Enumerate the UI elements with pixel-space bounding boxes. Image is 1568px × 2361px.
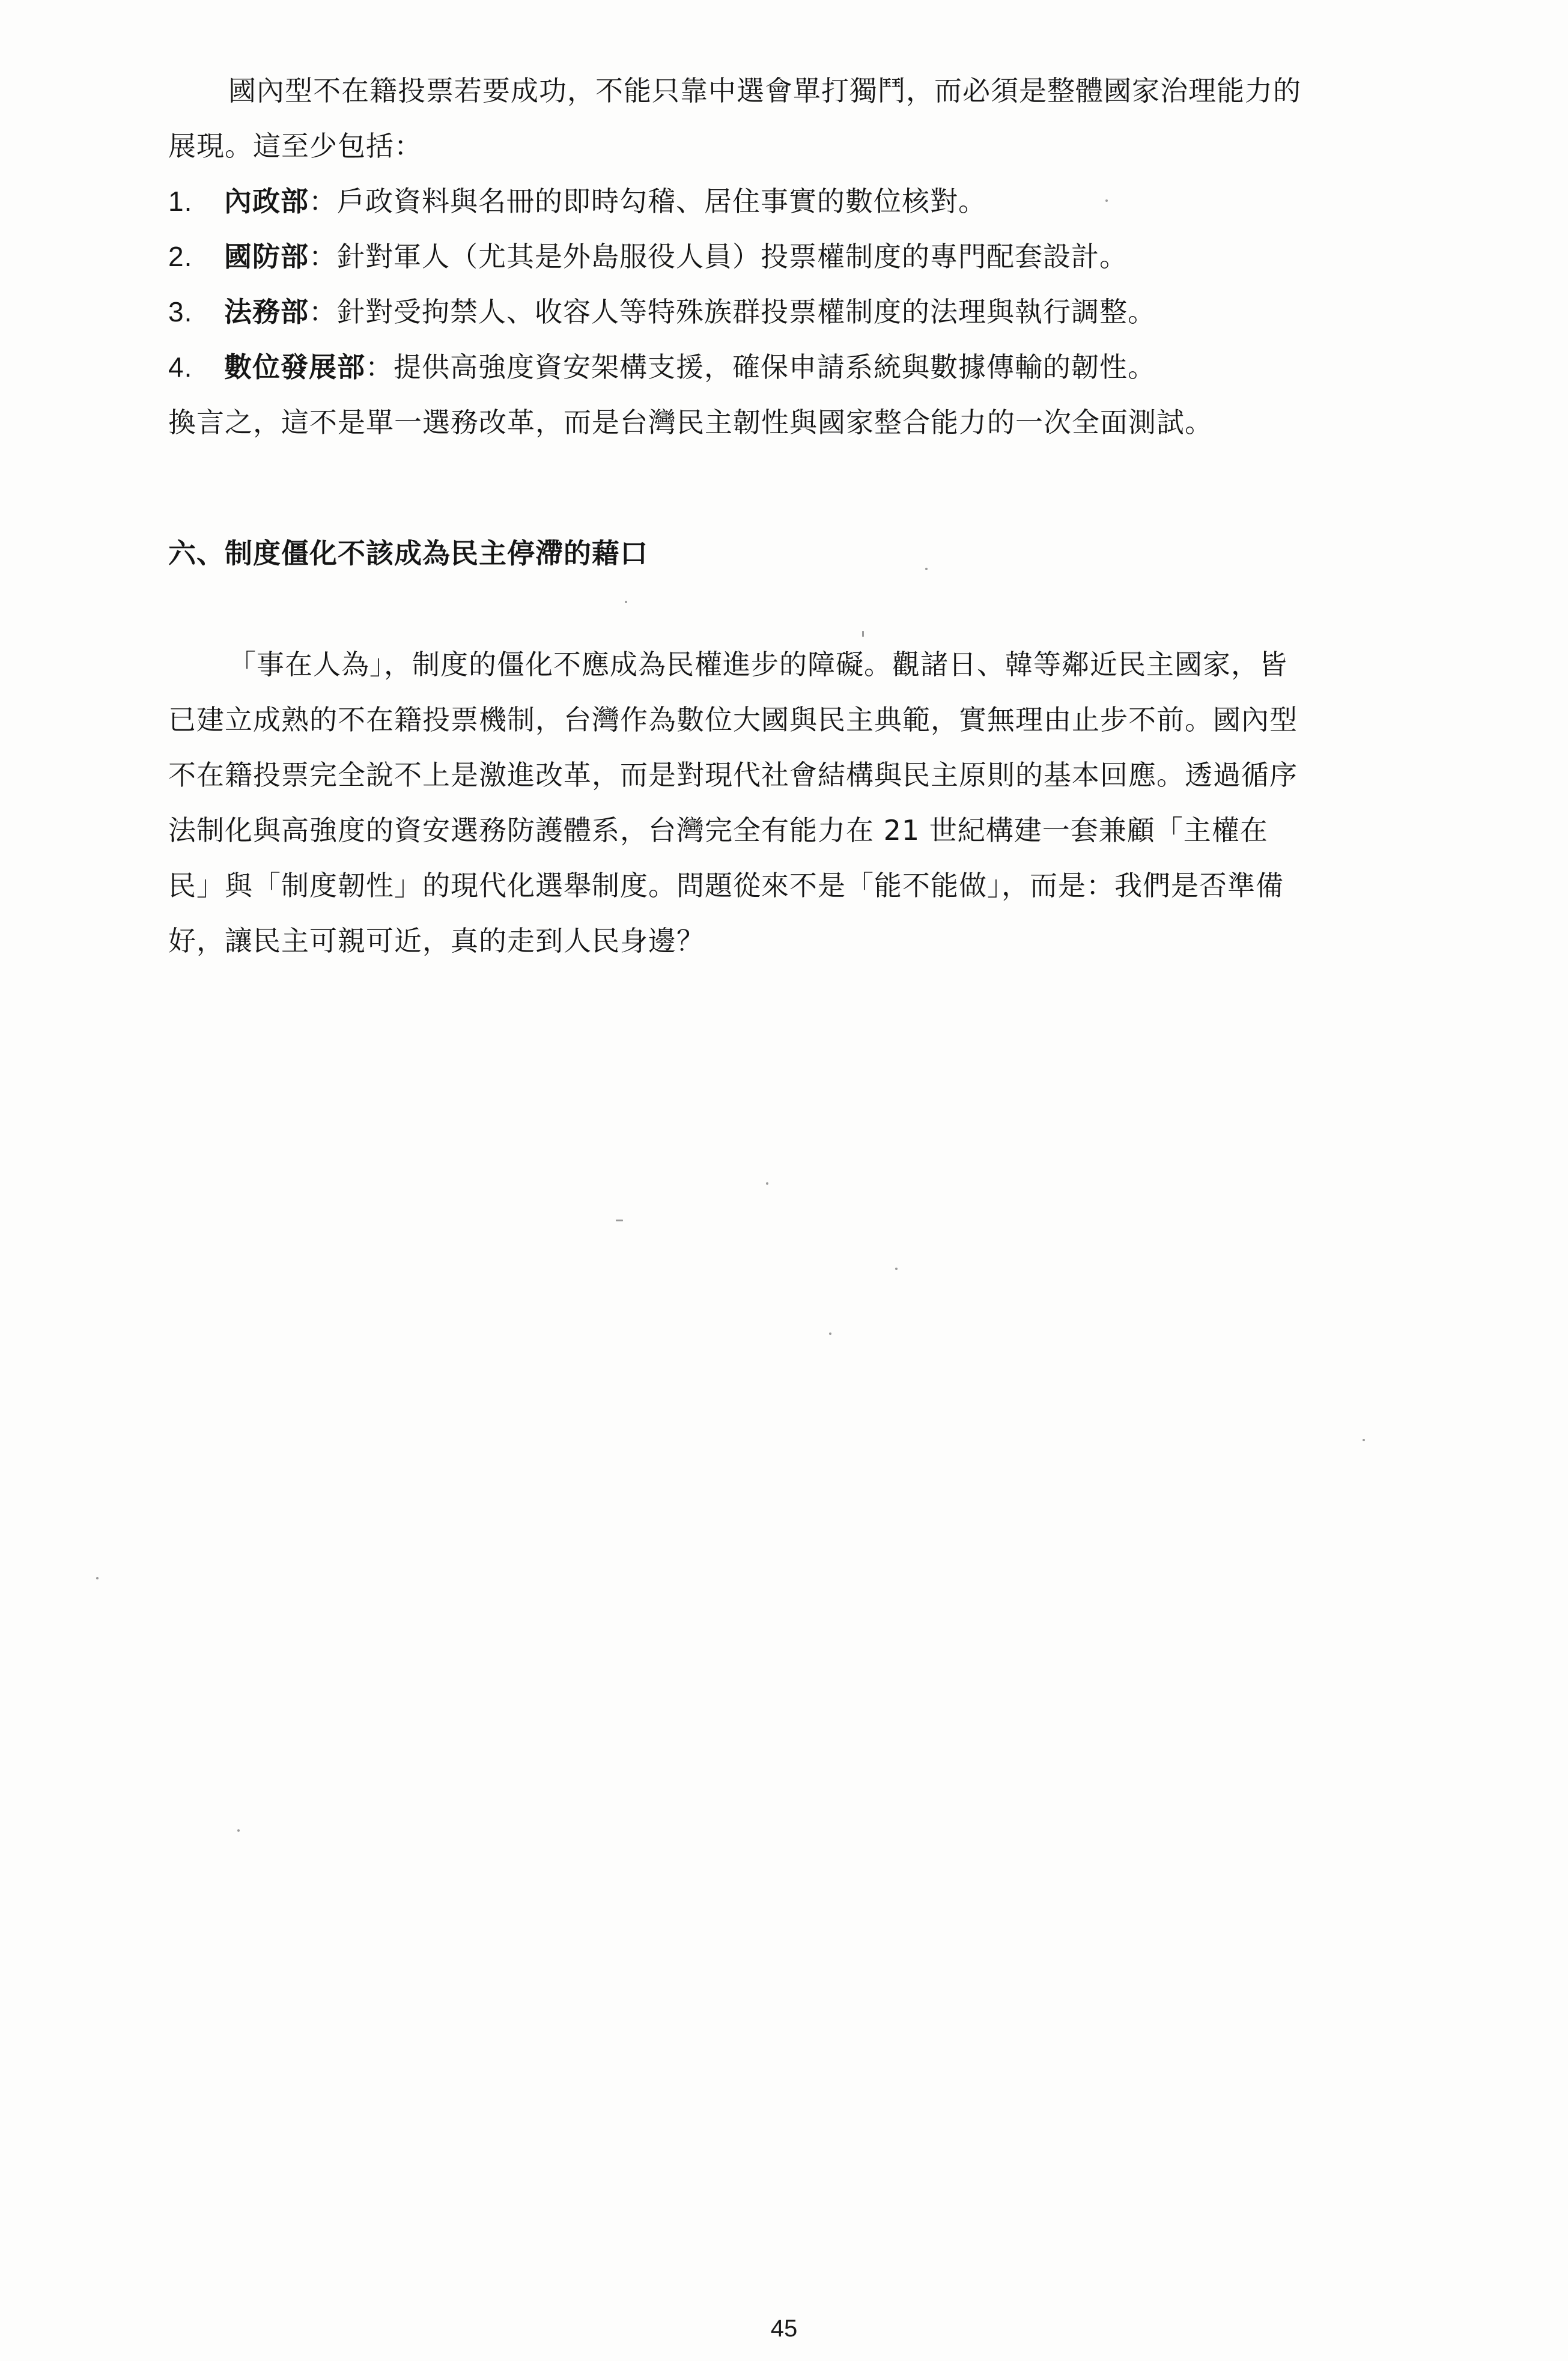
list-item-text: ：戶政資料與名冊的即時勾稽、居住事實的數位核對。	[309, 185, 986, 217]
closing-paragraph-line-3: 不在籍投票完全說不上是激進改革，而是對現代社會結構與民主原則的基本回應。透過循序	[168, 759, 1298, 791]
scan-speck	[766, 1182, 768, 1185]
list-item	[168, 229, 1430, 284]
list-item-number: 2.	[168, 241, 193, 272]
intro-section	[168, 63, 1430, 450]
list-item-term: 內政部	[224, 185, 309, 217]
scan-speck	[895, 1268, 898, 1270]
closing-paragraph-line-4: 法制化與高強度的資安選務防護體系，台灣完全有能力在 21 世紀構建一套兼顧「主權在	[168, 814, 1268, 846]
scan-speck	[237, 1829, 240, 1832]
list-item-term: 國防部	[224, 240, 309, 273]
closing-paragraph-line-2: 已建立成熟的不在籍投票機制，台灣作為數位大國與民主典範，實無理由止步不前。國內型	[168, 703, 1298, 736]
scan-speck	[96, 1577, 99, 1579]
page-number: 45	[770, 2315, 798, 2342]
list-item-text: ：針對軍人（尤其是外島服役人員）投票權制度的專門配套設計。	[309, 240, 1128, 273]
scan-speck	[829, 1332, 831, 1335]
ministry-list	[168, 174, 1430, 395]
closing-section	[168, 637, 1430, 968]
list-item-number: 3.	[168, 296, 193, 327]
list-item-term: 法務部	[224, 296, 309, 328]
scan-speck	[1363, 1439, 1365, 1441]
closing-paragraph-line-6: 好，讓民主可親可近，真的走到人民身邊？	[168, 925, 705, 957]
closing-paragraph-line-1: 「事在人為」，制度的僵化不應成為民權進步的障礙。觀諸日、韓等鄰近民主國家，皆	[228, 648, 1287, 681]
list-item-text: ：提供高強度資安架構支援，確保申請系統與數據傳輸的韌性。	[365, 351, 1156, 383]
list-item-number: 4.	[168, 351, 193, 383]
list-item	[168, 174, 1430, 229]
list-item-text: ：針對受拘禁人、收容人等特殊族群投票權制度的法理與執行調整。	[309, 296, 1156, 328]
scan-speck	[625, 601, 627, 603]
intro-paragraph-line-2: 展現。這至少包括：	[168, 130, 422, 162]
scan-speck	[616, 1220, 623, 1221]
scan-speck	[925, 568, 928, 570]
scan-speck	[862, 631, 864, 637]
list-item-term: 數位發展部	[224, 351, 365, 383]
scan-speck	[1105, 199, 1108, 202]
closing-paragraph-line-5: 民」與「制度韌性」的現代化選舉制度。問題從來不是「能不能做」，而是：我們是否準備	[168, 869, 1284, 902]
list-item	[168, 284, 1430, 339]
list-item-number: 1.	[168, 186, 193, 217]
list-item	[168, 339, 1430, 395]
intro-paragraph-line-1: 國內型不在籍投票若要成功，不能只靠中選會單打獨鬥，而必須是整體國家治理能力的	[228, 74, 1301, 107]
section-heading: 六、制度僵化不該成為民主停滯的藉口	[168, 537, 648, 570]
summary-line: 換言之，這不是單一選務改革，而是台灣民主韌性與國家整合能力的一次全面測試。	[168, 406, 1213, 439]
